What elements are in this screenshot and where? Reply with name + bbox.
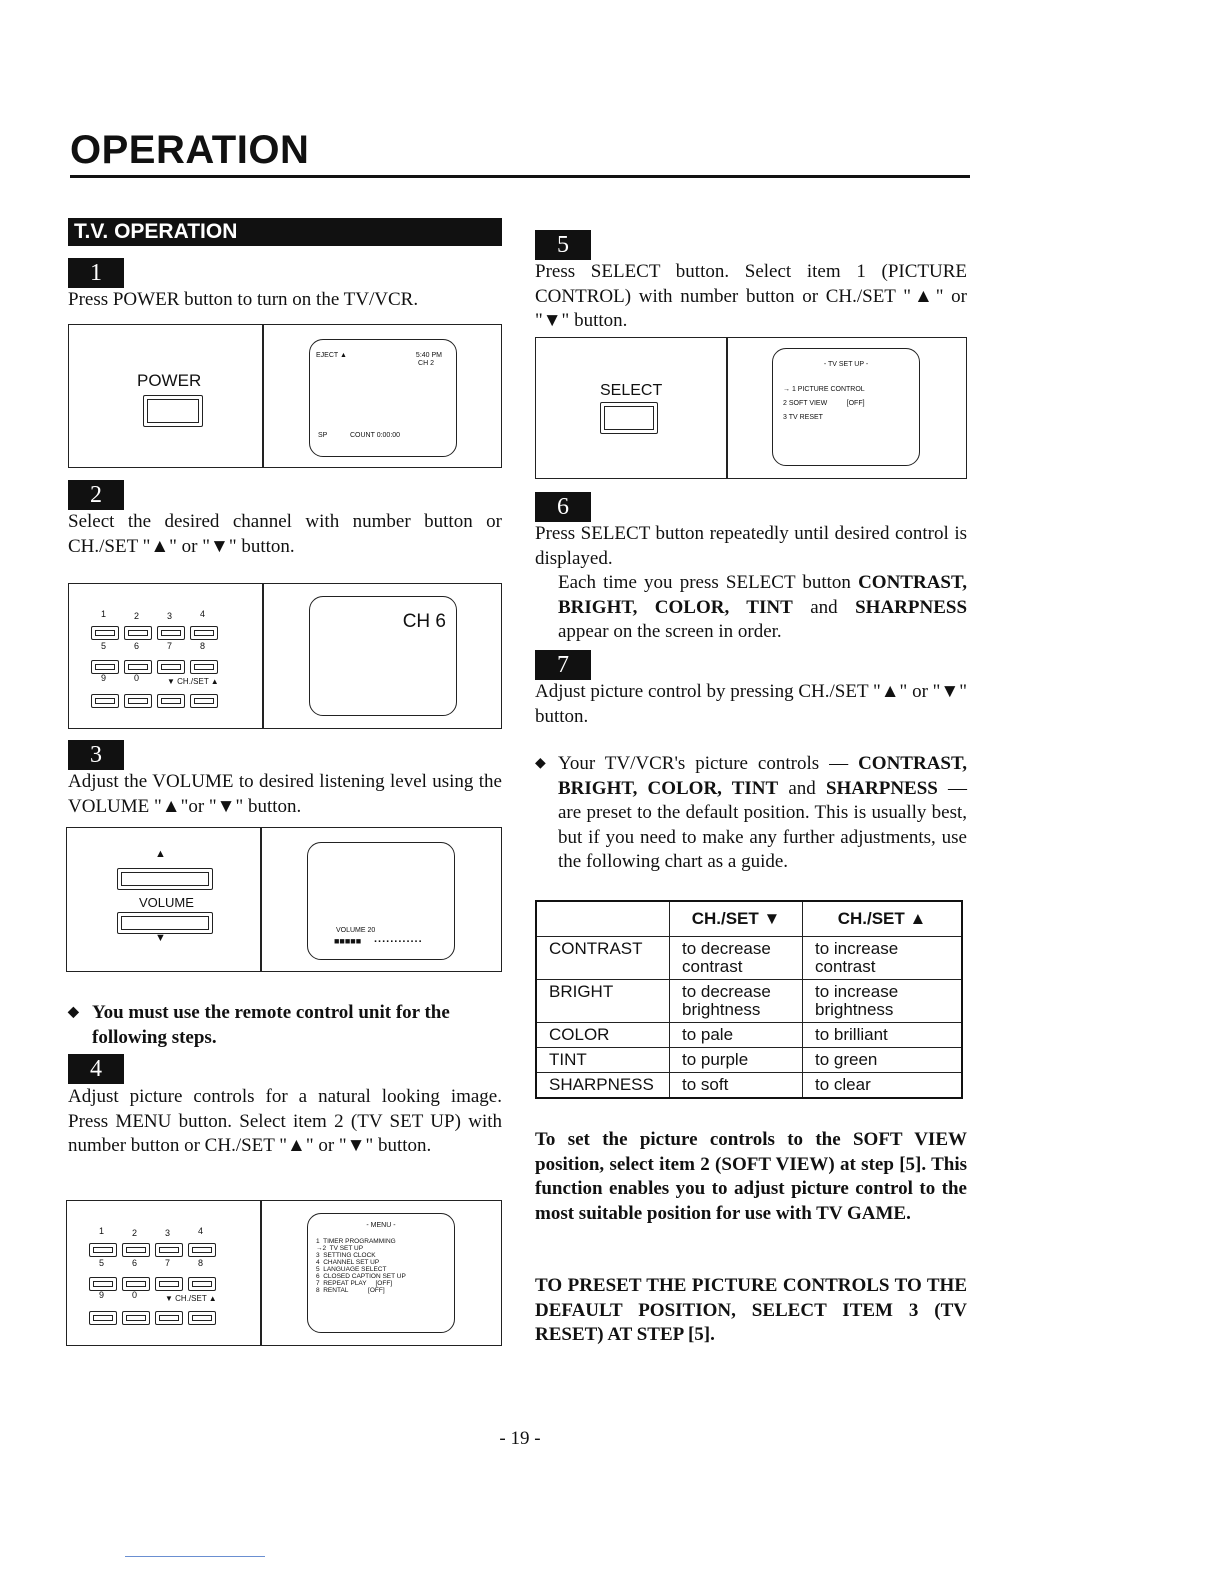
tv-screen-setup	[772, 348, 920, 466]
volume-label: VOLUME	[139, 895, 194, 910]
table-cell: to pale	[670, 1023, 803, 1048]
number-key-6[interactable]	[122, 1277, 150, 1291]
menu-title: - MENU -	[366, 1222, 396, 1229]
table-cell: to decrease contrast	[670, 937, 803, 980]
number-key-4[interactable]	[190, 626, 218, 640]
table-header	[536, 901, 670, 937]
volume-up-button[interactable]	[117, 868, 213, 890]
key-label: 8	[200, 641, 206, 651]
table-header-row	[536, 901, 962, 937]
menu-item: 4 CHANNEL SET UP	[316, 1259, 380, 1266]
step-7-text: Adjust picture control by pressing CH./SET "▲" or "▼" button.	[535, 681, 967, 727]
ch-up-button[interactable]	[188, 1311, 216, 1325]
eject-indicator: EJECT ▲	[316, 352, 347, 359]
step-3-text: Adjust the VOLUME to desired listening level using the VOLUME "▲"or "▼" button.	[68, 771, 502, 817]
key-label: 4	[198, 1226, 204, 1236]
table-cell: to brilliant	[803, 1023, 963, 1048]
tv-screen-channel	[309, 596, 457, 716]
number-key-8[interactable]	[190, 660, 218, 674]
table-cell: SHARPNESS	[536, 1073, 670, 1099]
step-2-text: Select the desired channel with number button or CH./SET "▲" or "▼" button.	[68, 511, 502, 557]
step-2-badge: 2	[68, 480, 124, 510]
chset-label: ▼ CH./SET ▲	[165, 1294, 217, 1303]
key-label: 5	[101, 641, 107, 651]
step-6-text: Press SELECT button repeatedly until desired control is displayed.	[535, 523, 967, 569]
number-key-9[interactable]	[89, 1311, 117, 1325]
table-row	[536, 1023, 962, 1048]
remote-note-text: You must use the remote control unit for the following steps.	[92, 1002, 450, 1048]
key-label: 9	[99, 1290, 105, 1300]
menu-item: 3 SETTING CLOCK	[316, 1252, 376, 1259]
step-6-badge: 6	[535, 492, 591, 522]
key-label: 2	[132, 1228, 138, 1238]
bullet-diamond-icon: ◆	[68, 1005, 79, 1020]
volume-up-arrow: ▲	[155, 848, 166, 860]
tv-screen-menu	[307, 1213, 455, 1333]
step-4-text: Adjust picture controls for a natural looking image. Press MENU button. Select item 2 (TV SET UP) with number button or CH./SET "▲" or "▼" button.	[68, 1086, 502, 1156]
number-key-4[interactable]	[188, 1243, 216, 1257]
tv-screen-power	[309, 339, 457, 457]
soft-view-note: To set the picture controls to the SOFT VIEW position, select item 2 (SOFT VIEW) at step [5]. This function enables you to adjust picture control to the most suitable position for use with TV GAME.	[535, 1129, 967, 1224]
key-label: 4	[200, 609, 206, 619]
title-rule	[70, 175, 970, 178]
step-4-badge: 4	[68, 1054, 124, 1084]
number-key-5[interactable]	[91, 660, 119, 674]
table-cell: to green	[803, 1048, 963, 1073]
table-header: CH./SET ▲	[803, 901, 963, 937]
menu-item: 7 REPEAT PLAY [OFF]	[316, 1280, 393, 1287]
setup-item: → 1 PICTURE CONTROL	[783, 386, 865, 393]
preset-note	[535, 752, 967, 875]
ch-down-button[interactable]	[157, 694, 185, 708]
volume-down-arrow: ▼	[155, 932, 166, 944]
table-cell: TINT	[536, 1048, 670, 1073]
number-key-7[interactable]	[155, 1277, 183, 1291]
power-label: POWER	[137, 371, 202, 390]
step-1-text: Press POWER button to turn on the TV/VCR.	[68, 289, 419, 310]
number-key-0[interactable]	[122, 1311, 150, 1325]
number-key-1[interactable]	[89, 1243, 117, 1257]
menu-list	[316, 1238, 406, 1294]
picture-control-table	[535, 900, 963, 1099]
table-cell: to increase brightness	[803, 980, 963, 1023]
chset-label: ▼ CH./SET ▲	[167, 677, 219, 686]
channel-indicator: CH 2	[418, 360, 434, 367]
section-title: T.V. OPERATION	[68, 218, 502, 246]
number-key-5[interactable]	[89, 1277, 117, 1291]
step-1-badge: 1	[68, 258, 124, 288]
table-cell: BRIGHT	[536, 980, 670, 1023]
ch-down-button[interactable]	[155, 1311, 183, 1325]
channel-display: CH 6	[402, 611, 446, 632]
menu-figure	[66, 1200, 502, 1346]
key-label: 7	[167, 641, 173, 651]
key-label: 1	[99, 1226, 105, 1236]
footer-line	[125, 1556, 265, 1557]
key-label: 2	[134, 611, 140, 621]
number-key-3[interactable]	[155, 1243, 183, 1257]
ch-up-button[interactable]	[190, 694, 218, 708]
page-number: - 19 -	[499, 1428, 541, 1449]
step-7-badge: 7	[535, 650, 591, 680]
tv-screen-volume	[307, 842, 455, 960]
power-button[interactable]	[143, 395, 203, 427]
table-row	[536, 1048, 962, 1073]
number-key-0[interactable]	[124, 694, 152, 708]
menu-item: 6 CLOSED CAPTION SET UP	[316, 1273, 406, 1280]
table-row	[536, 1073, 962, 1099]
menu-item: 1 TIMER PROGRAMMING	[316, 1238, 396, 1245]
step-5-badge: 5	[535, 230, 591, 260]
number-key-7[interactable]	[157, 660, 185, 674]
key-label: 1	[101, 609, 107, 619]
preset-note-text: Your TV/VCR's picture controls — CONTRAST, BRIGHT, COLOR, TINT and SHARPNESS — are preset to the default position. This is usually best, but if you need to make any further adjustments, use the following chart as a guide.	[558, 753, 968, 872]
table-cell: to decrease brightness	[670, 980, 803, 1023]
step-3-badge: 3	[68, 740, 124, 770]
page-title: OPERATION	[70, 128, 310, 172]
table-cell: to increase contrast	[803, 937, 963, 980]
volume-level-label: VOLUME 20	[336, 927, 376, 934]
setup-item: 3 TV RESET	[783, 414, 823, 421]
key-label: 6	[132, 1258, 138, 1268]
setup-list	[783, 383, 865, 425]
key-label: 5	[99, 1258, 105, 1268]
table-row	[536, 980, 962, 1023]
number-key-2[interactable]	[122, 1243, 150, 1257]
key-label: 0	[134, 673, 140, 683]
table-header: CH./SET ▼	[670, 901, 803, 937]
menu-item: 5 LANGUAGE SELECT	[316, 1266, 387, 1273]
menu-item: 8 RENTAL [OFF]	[316, 1287, 385, 1294]
volume-bar-empty: ............	[374, 933, 423, 945]
clock-time: 5:40 PM	[415, 352, 442, 359]
select-figure	[535, 337, 967, 479]
volume-figure	[66, 827, 502, 972]
number-key-3[interactable]	[157, 626, 185, 640]
key-label: 9	[101, 673, 107, 683]
channel-figure	[68, 583, 502, 729]
reset-note: TO PRESET THE PICTURE CONTROLS TO THE DEFAULT POSITION, SELECT ITEM 3 (TV RESET) AT STEP [5].	[535, 1275, 967, 1345]
key-label: 0	[132, 1290, 138, 1300]
table-cell: to clear	[803, 1073, 963, 1099]
tape-counter: COUNT 0:00:00	[350, 432, 401, 439]
key-label: 6	[134, 641, 140, 651]
menu-item: →2 TV SET UP	[316, 1245, 364, 1252]
key-label: 3	[165, 1228, 171, 1238]
table-cell: CONTRAST	[536, 937, 670, 980]
setup-title: - TV SET UP -	[823, 361, 869, 368]
speed-indicator: SP	[318, 432, 328, 439]
key-label: 3	[167, 611, 173, 621]
table-cell: to soft	[670, 1073, 803, 1099]
power-figure	[68, 324, 502, 468]
select-label: SELECT	[600, 382, 663, 399]
select-button[interactable]	[600, 402, 658, 434]
number-key-1[interactable]	[91, 626, 119, 640]
number-key-2[interactable]	[124, 626, 152, 640]
step-6-detail: Each time you press SELECT button CONTRAST, BRIGHT, COLOR, TINT and SHARPNESS appear on the screen in order.	[558, 572, 968, 642]
table-cell: COLOR	[536, 1023, 670, 1048]
table-cell: to purple	[670, 1048, 803, 1073]
number-key-9[interactable]	[91, 694, 119, 708]
step-5-text: Press SELECT button. Select item 1 (PICTURE CONTROL) with number button or CH./SET "▲" or "▼" button.	[535, 261, 967, 331]
remote-note	[68, 1001, 502, 1050]
volume-bar-filled: ■■■■■	[334, 936, 362, 946]
table-row	[536, 937, 962, 980]
volume-down-button[interactable]	[117, 912, 213, 934]
number-key-8[interactable]	[188, 1277, 216, 1291]
bullet-diamond-icon: ◆	[535, 756, 546, 771]
key-label: 8	[198, 1258, 204, 1268]
number-key-6[interactable]	[124, 660, 152, 674]
setup-item: 2 SOFT VIEW [OFF]	[783, 400, 865, 407]
key-label: 7	[165, 1258, 171, 1268]
